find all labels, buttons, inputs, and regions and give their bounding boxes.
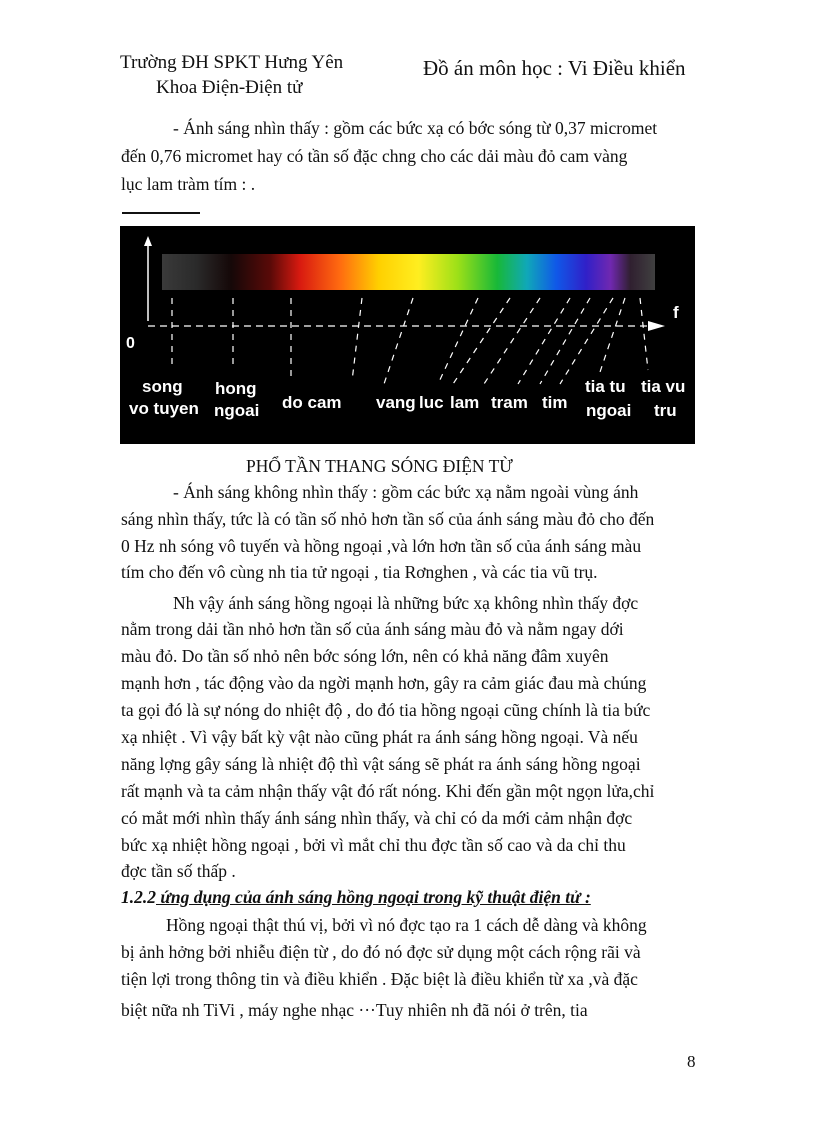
- para1-line-1: - Ánh sáng không nhìn thấy : gồm các bức xạ nằm ngoài vùng ánh: [173, 482, 639, 502]
- para2-line-3: màu đỏ. Do tần số nhỏ nên bớc sóng lớn, nên có khả năng đâm xuyên: [121, 646, 609, 666]
- para1-line-4: tím cho đến vô cùng nh tia tử ngoại , tia Rơnghen , và các tia vũ trụ.: [121, 562, 598, 582]
- header-faculty: Khoa Điện-Điện tử: [156, 77, 303, 98]
- leader-line: [384, 298, 413, 384]
- figure-caption: PHỔ TẦN THANG SÓNG ĐIỆN TỪ: [246, 456, 513, 476]
- band-label-luc: luc: [419, 393, 444, 412]
- band-label-tia-tu: tia tu: [585, 377, 626, 396]
- band-label-tram: tram: [491, 393, 528, 412]
- band-label-ngoai: ngoai: [214, 401, 260, 420]
- leader-line: [600, 298, 625, 372]
- leader-line: [540, 298, 590, 384]
- y-axis-arrow: [144, 236, 152, 246]
- spectrum-band: [162, 254, 655, 290]
- para2-line-9: có mắt mới nhìn thấy ánh sáng nhìn thấy, và chỉ có da mới cảm nhận đợc: [121, 808, 633, 828]
- band-label-song: song: [142, 377, 183, 396]
- para1-line-2: sáng nhìn thấy, tức là có tần số nhỏ hơn tần số của ánh sáng màu đỏ cho đến: [121, 509, 655, 529]
- axis-label-zero: 0: [126, 335, 135, 352]
- intro-line-3: lục lam tràm tím : .: [121, 174, 256, 194]
- para3-line-3: tiện lợi trong thông tin và điều khiển . Đặc biệt là điều khiển từ xa ,và đặc: [121, 969, 638, 989]
- page-number: 8: [687, 1052, 696, 1071]
- intro-line-1: - Ánh sáng nhìn thấy : gồm các bức xạ có bớc sóng từ 0,37 micromet: [173, 118, 658, 138]
- band-label-vu-tru: tru: [654, 401, 677, 420]
- band-label-tia-vu: tia vu: [641, 377, 686, 396]
- x-axis-arrow: [648, 321, 665, 331]
- leader-lines: [172, 298, 648, 384]
- header-project: Đồ án môn học : Vi Điều khiển: [423, 56, 686, 80]
- leader-line: [438, 298, 478, 384]
- band-label-vang: vang: [376, 393, 416, 412]
- para2-line-7: năng lợng gây sáng là nhiệt độ thì vật sáng sẽ phát ra ánh sáng hồng ngoại: [121, 754, 641, 774]
- spectrum-diagram: [120, 226, 695, 444]
- spectrum-figure: [120, 226, 695, 444]
- para2-line-6: xạ nhiệt . Vì vậy bất kỳ vật nào cũng phát ra ánh sáng hồng ngoại. Và nếu: [121, 727, 638, 747]
- header-school: Trường ĐH SPKT Hưng Yên: [120, 52, 344, 73]
- footnote-rule: [122, 212, 200, 214]
- intro-line-2: đến 0,76 micromet hay có tần số đặc chng cho các dải màu đỏ cam vàng: [121, 146, 628, 166]
- band-label-lam: lam: [450, 393, 480, 412]
- band-label-do-cam: do cam: [282, 393, 342, 412]
- leader-line: [560, 298, 613, 384]
- para3-line-2: bị ảnh hởng bởi nhiễu điện từ , do đó nó đợc sử dụng một cách rộng rãi và: [121, 942, 641, 962]
- section-heading: [121, 887, 591, 908]
- section-number: 1.2.2: [121, 887, 156, 907]
- para3-line-4: biệt nữa nh TiVi , máy nghe nhạc ···Tuy nhiên nh đã nói ở trên, tia: [121, 1000, 588, 1020]
- leader-line: [640, 298, 648, 370]
- band-label-vo-tuyen: vo tuyen: [129, 399, 199, 418]
- axis-label-f: f: [673, 303, 679, 322]
- band-label-tim: tim: [542, 393, 568, 412]
- para2-line-2: nằm trong dải tần nhỏ hơn tần số của ánh sáng màu đỏ và nằm ngay dới: [121, 619, 624, 639]
- section-title: ứng dụng của ánh sáng hồng ngoại trong kỹ thuật điện tử :: [156, 887, 591, 907]
- para2-line-4: mạnh hơn , tác động vào da ngời mạnh hơn, gây ra cảm giác đau mà chúng: [121, 673, 647, 693]
- band-label-tu-ngoai: ngoai: [586, 401, 632, 420]
- para1-line-3: 0 Hz nh sóng vô tuyến và hồng ngoại ,và lớn hơn tần số của ánh sáng màu: [121, 536, 642, 556]
- para3-line-1: Hồng ngoại thật thú vị, bởi vì nó đợc tạo ra 1 cách dễ dàng và không: [166, 915, 647, 935]
- leader-line: [352, 298, 362, 381]
- para2-line-1: Nh vậy ánh sáng hồng ngoại là những bức xạ không nhìn thấy đợc: [173, 593, 639, 613]
- para2-line-10: bức xạ nhiệt hồng ngoại , bởi vì mắt chỉ thu đợc tần số cao và da chỉ thu: [121, 835, 626, 855]
- leader-line: [484, 298, 540, 384]
- para2-line-5: ta gọi đó là sự nóng do nhiệt độ , do đó tia hồng ngoại cũng chính là tia bức: [121, 700, 651, 720]
- leader-line: [518, 298, 570, 384]
- band-label-hong: hong: [215, 379, 257, 398]
- leader-line: [453, 298, 510, 384]
- para2-line-11: đợc tần số thấp .: [121, 861, 236, 881]
- para2-line-8: rất mạnh và ta cảm nhận thấy vật đó rất nóng. Khi đến gần một ngọn lửa,chỉ: [121, 781, 655, 801]
